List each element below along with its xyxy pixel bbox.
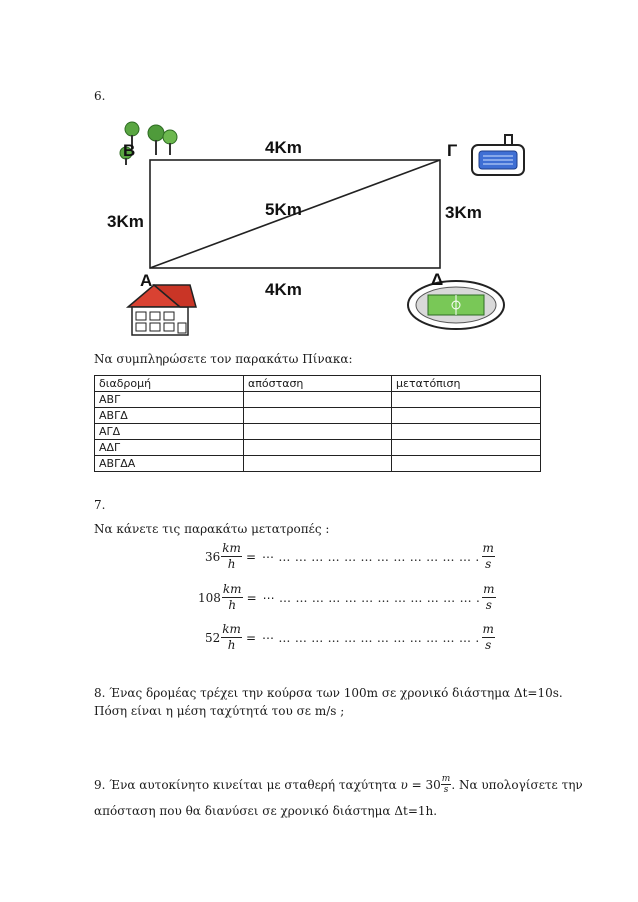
question-7-number: 7. [94, 498, 106, 512]
table-instruction: Να συμπληρώσετε τον παρακάτω Πίνακα: [94, 352, 353, 366]
answer-blank[interactable]: ⋯ … … … … … … … … … … … … . [262, 549, 480, 564]
conversion-line-3 [205, 622, 495, 653]
unit-kmh: $\frac{km}{h}$ [222, 582, 242, 612]
table-header-cell: απόσταση [244, 376, 392, 392]
conversion-value: 108 [198, 590, 221, 605]
vertex-label-g: Γ [447, 141, 458, 160]
unit-ms: $\frac{m}{s}$ [482, 622, 494, 652]
unit-ms: $\frac{m}{s}$ [482, 541, 494, 571]
table-row [95, 440, 541, 456]
table-cell-distance[interactable] [244, 456, 392, 472]
table-cell-displacement[interactable] [392, 408, 541, 424]
table-header-cell: διαδρομή [95, 376, 244, 392]
table-cell-displacement[interactable] [392, 456, 541, 472]
answer-blank[interactable]: ⋯ … … … … … … … … … … … … . [262, 630, 480, 645]
table-cell-distance[interactable] [244, 424, 392, 440]
conversion-instruction: Να κάνετε τις παρακάτω μετατροπές : [94, 522, 330, 536]
vertex-label-d: Δ [431, 270, 444, 289]
question-9-line-1 [94, 774, 583, 795]
conversion-value: 36 [205, 549, 221, 564]
table-row [95, 456, 541, 472]
table-cell-displacement[interactable] [392, 440, 541, 456]
stadium-illustration [408, 281, 504, 329]
unit-kmh: $\frac{km}{h}$ [222, 541, 241, 571]
edge-label-left: 3Km [107, 212, 144, 231]
conversion-line-1 [205, 541, 495, 572]
question-9-line-2: απόσταση που θα διανύσει σε χρονικό διάστημα Δt=1h. [94, 804, 438, 818]
velocity-symbol: υ [400, 777, 408, 792]
table-cell-displacement[interactable] [392, 392, 541, 408]
table-cell-route: ΑΔΓ [95, 440, 244, 456]
unit-kmh: $\frac{km}{h}$ [222, 622, 241, 652]
table-cell-route: ΑΒΓ [95, 392, 244, 408]
equals-sign: = [245, 630, 256, 645]
table-cell-distance[interactable] [244, 392, 392, 408]
edge-label-diagonal: 5Km [265, 200, 302, 219]
table-cell-route: ΑΒΓΔΑ [95, 456, 244, 472]
question-6-number: 6. [94, 89, 106, 103]
table-row [95, 392, 541, 408]
route-diagram [100, 115, 540, 345]
table-cell-distance[interactable] [244, 440, 392, 456]
vertex-label-b: B [123, 141, 136, 160]
edge-label-right: 3Km [445, 203, 482, 222]
question-9-text-a: 9. Ένα αυτοκίνητο κινείται με σταθερή ταχύτητα [94, 777, 401, 792]
equals-sign: = [246, 590, 257, 605]
conversion-value: 52 [205, 630, 221, 645]
table-cell-displacement[interactable] [392, 424, 541, 440]
route-table [94, 375, 541, 472]
unit-ms: $\frac{m}{s}$ [483, 582, 495, 612]
table-cell-route: ΑΓΔ [95, 424, 244, 440]
swimming-pool-illustration [472, 135, 524, 175]
table-cell-distance[interactable] [244, 408, 392, 424]
table-row [95, 424, 541, 440]
table-header-row [95, 376, 541, 392]
conversion-line-2 [198, 582, 496, 613]
edge-label-top: 4Km [265, 138, 302, 157]
question-8-line-2: Πόση είναι η μέση ταχύτητά του σε m/s ; [94, 704, 345, 718]
edge-label-bottom: 4Km [265, 280, 302, 299]
vertex-label-a: A [140, 271, 153, 290]
table-row [95, 408, 541, 424]
table-cell-route: ΑΒΓΔ [95, 408, 244, 424]
velocity-value: = 30 [407, 777, 441, 792]
velocity-unit: $\frac{m}{s}$ [441, 774, 451, 795]
question-9-text-b: . Να υπολογίσετε την [451, 777, 583, 792]
question-8-line-1: 8. Ένας δρομέας τρέχει την κούρσα των 100m σε χρονικό διάστημα Δt=10s. [94, 686, 563, 700]
answer-blank[interactable]: ⋯ … … … … … … … … … … … … . [262, 590, 481, 605]
table-header-cell: μετατόπιση [392, 376, 541, 392]
equals-sign: = [245, 549, 256, 564]
house-illustration [128, 285, 196, 335]
